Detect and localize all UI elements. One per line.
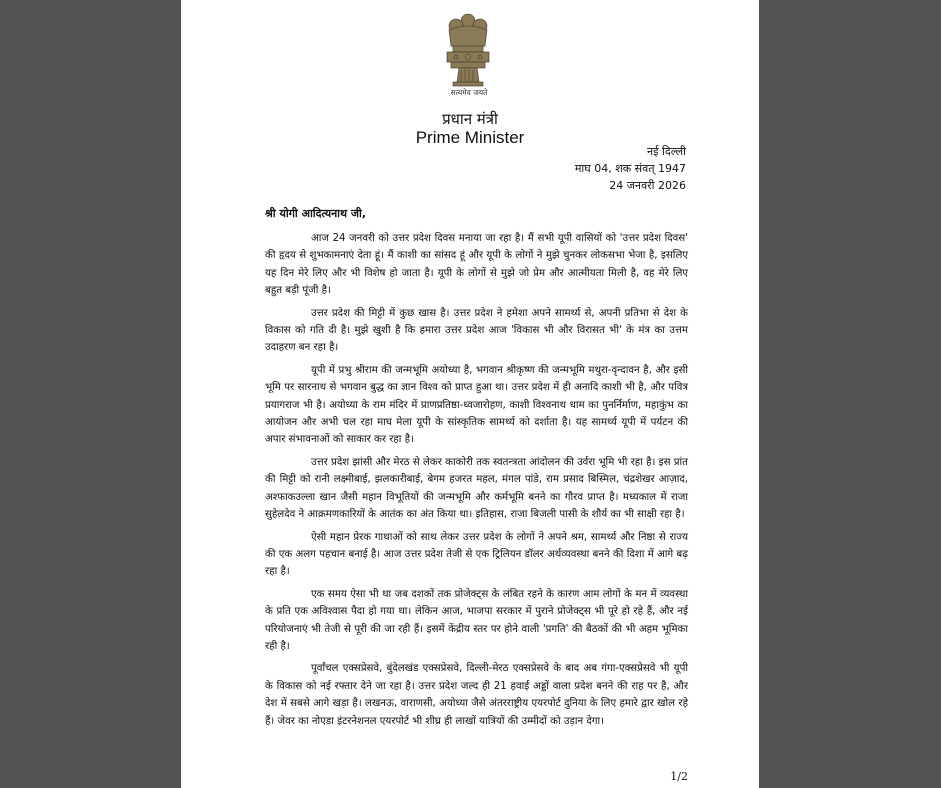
paragraph-7: पूर्वांचल एक्सप्रेसवे, बुंदेलखंड एक्सप्रेसवे, दिल्ली-मेरठ एक्सप्रेसवे के बाद अब गंगा-एक्सप्रेसवे भी यूपी के विकास को नई रफ्तार देने जा रहा है। उत्तर प्रदेश जल्द ही 21 हवाई अड्डों वाला प्रदेश बनने की राह पर है, और देश में सबसे आगे खड़ा है। लखनऊ, वाराणसी, अयोध्या जैसे अंतरराष्ट्रीय एयरपोर्ट दुनिया के लिए हमारे द्वार खोल रहे हैं। जेवर का नोएडा इंटरनेशनल एयरपोर्ट भी शीघ्र ही लाखों यात्रियों की उम्मीदों को उड़ान देगा। [265, 663, 688, 727]
dateline-date: 24 जनवरी 2026 [609, 179, 686, 192]
letter-body [265, 230, 688, 735]
paragraph-6: एक समय ऐसा भी था जब दशकों तक प्रोजेक्ट्स के लंबित रहने के कारण आम लोगों के मन में व्यवस्था के प्रति एक अविश्वास पैदा हो गया था। लेकिन आज, भाजपा सरकार में पुराने प्रोजेक्ट्स भी पूरे हो रहे हैं, और नई परियोजनाएं भी तेजी से पूरी की जा रही हैं। इसमें केंद्रीय स्तर पर होने वाली 'प्रगति' की बैठकों की भी अहम भूमिका रही है। [265, 588, 688, 652]
letter-page [181, 0, 759, 788]
dateline-saka-date: माघ 04, शक संवत् 1947 [574, 162, 686, 175]
national-emblem-icon [439, 12, 497, 88]
paragraph-2: उत्तर प्रदेश की मिट्टी में कुछ खास है। उत्तर प्रदेश ने हमेशा अपने सामर्थ्य से, अपनी प्रतिभा से देश के विकास को गति दी है। मुझे खुशी है कि हमारा उत्तर प्रदेश आज 'विकास भी और विरासत भी' के मंत्र का उत्तम उदाहरण बन रहा है। [265, 307, 688, 354]
page-number: 1/2 [670, 770, 688, 783]
emblem-motto: सत्यमेव जयते [450, 88, 488, 97]
salutation: श्री योगी आदित्यनाथ जी, [265, 207, 367, 220]
paragraph-4: उत्तर प्रदेश झांसी और मेरठ से लेकर काकोरी तक स्वतन्त्रता आंदोलन की उर्वरा भूमि भी रहा है। इस प्रांत की मिट्टी को रानी लक्ष्मीबाई, झलकारीबाई, बेगम हजरत महल, मंगल पांडे, राम प्रसाद बिस्मिल, चंद्रशेखर आज़ाद, अश्फाकउल्ला खान जैसी महान विभूतियों की जन्मभूमि और कर्मभूमि बनने का गौरव प्राप्त है। मध्यकाल में राजा सुहेलदेव ने आक्रमणकारियों के आतंक का अंत किया था। इतिहास, राजा बिजली पासी के शौर्य का भी साक्षी रहा है। [265, 456, 688, 521]
paragraph-1: आज 24 जनवरी को उत्तर प्रदेश दिवस मनाया जा रहा है। मैं सभी यूपी वासियों को 'उत्तर प्रदेश दिवस' की हृदय से शुभकामनाएं देता हूं। मैं काशी का सांसद हूं और यूपी के लोगों ने मुझे चुनकर लोकसभा भेजा है, इसलिए यह दिन मेरे लिए और भी विशेष हो जाता है। यूपी के लोगों से मुझे जो प्रेम और आत्मीयता मिली है, वह मेरे लिए बहुत बड़ी पूंजी है। [265, 233, 688, 297]
paragraph-3: यूपी में प्रभु श्रीराम की जन्मभूमि अयोध्या है, भगवान श्रीकृष्ण की जन्मभूमि मथुरा-वृन्दावन है, और इसी भूमि पर सारनाथ से भगवान बुद्ध का ज्ञान विश्व को प्राप्त हुआ था। उत्तर प्रदेश में ही अनादि काशी भी है, और पवित्र प्रयागराज भी है। अयोध्या के राम मंदिर में प्राणप्रतिष्ठा-ध्वजारोहण, काशी विश्वनाथ धाम का पुनर्निर्माण, महाकुंभ का आयोजन और अभी चल रहा माघ मेला यूपी के सांस्कृतिक सामर्थ्य को दर्शाता है। यह सामर्थ्य यूपी में पर्यटन की अपार संभावनाओं को साकार कर रहा है। [265, 364, 688, 446]
office-title-hindi: प्रधान मंत्री [442, 110, 498, 128]
dateline-place: नई दिल्ली [647, 145, 686, 158]
paragraph-5: ऐसी महान प्रेरक गाथाओं को साथ लेकर उत्तर प्रदेश के लोगों ने अपने श्रम, सामर्थ्य और निष्ठा से राज्य की एक अलग पहचान बनाई है। आज उत्तर प्रदेश तेजी से एक ट्रिलियन डॉलर अर्थव्यवस्था बनने की दिशा में आगे बढ़ रहा है। [265, 531, 688, 578]
dateline [575, 143, 686, 194]
office-title-english: Prime Minister [415, 128, 525, 147]
